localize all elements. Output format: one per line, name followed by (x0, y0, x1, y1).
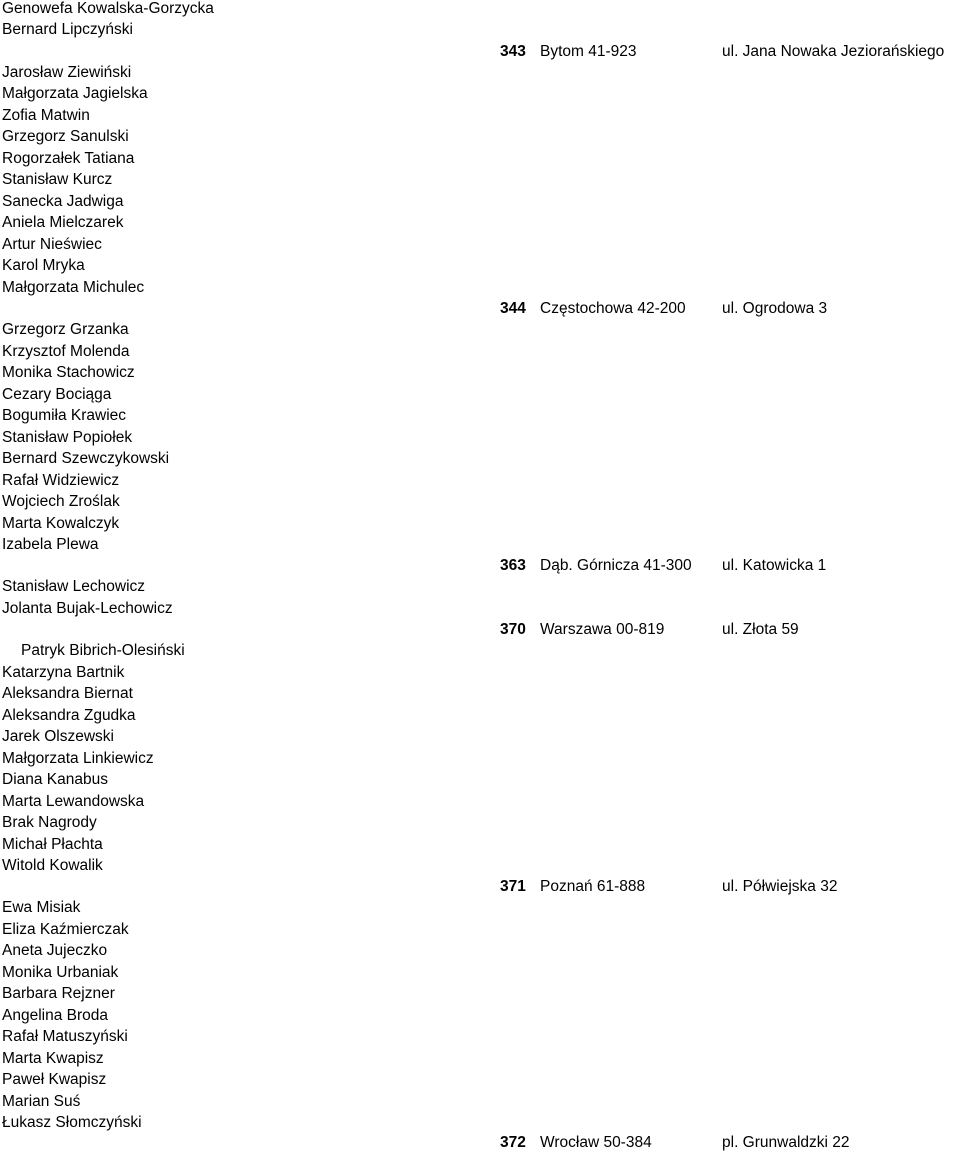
store-address: pl. Grunwaldzki 22 (722, 1134, 850, 1151)
name-item: Paweł Kwapisz (2, 1071, 107, 1088)
store-city: Dąb. Górnicza 41-300 (540, 557, 692, 574)
name-item: Katarzyna Bartnik (2, 664, 125, 681)
name-item: Marta Kowalczyk (2, 515, 120, 532)
name-item: Monika Stachowicz (2, 364, 135, 381)
name-item: Stanisław Lechowicz (2, 578, 146, 595)
store-entry (0, 43, 960, 63)
name-item: Artur Nieświec (2, 236, 102, 253)
name-item: Wojciech Zroślak (2, 493, 120, 510)
name-item: Marian Suś (2, 1093, 81, 1110)
name-item: Jarosław Ziewiński (2, 64, 132, 81)
store-city: Warszawa 00-819 (540, 621, 665, 638)
name-item: Bogumiła Krawiec (2, 407, 127, 424)
name-item: Izabela Plewa (2, 536, 99, 553)
name-item: Aleksandra Zgudka (2, 707, 136, 724)
name-item: Genowefa Kowalska-Gorzycka (2, 0, 214, 17)
name-item: Sanecka Jadwiga (2, 193, 124, 210)
store-number: 343 (500, 43, 526, 60)
name-item: Jolanta Bujak-Lechowicz (2, 600, 173, 617)
name-item: Krzysztof Molenda (2, 343, 130, 360)
store-number: 370 (500, 621, 526, 638)
store-address: ul. Ogrodowa 3 (722, 300, 828, 317)
store-number: 363 (500, 557, 526, 574)
store-city: Poznań 61-888 (540, 878, 646, 895)
store-address: ul. Półwiejska 32 (722, 878, 838, 895)
name-item: Marta Kwapisz (2, 1050, 104, 1067)
store-entry (0, 557, 960, 577)
store-address: ul. Katowicka 1 (722, 557, 827, 574)
name-item: Aleksandra Biernat (2, 685, 133, 702)
name-item: Michał Płachta (2, 836, 103, 853)
name-item: Zofia Matwin (2, 107, 90, 124)
name-item: Bernard Szewczykowski (2, 450, 170, 467)
name-item: Rogorzałek Tatiana (2, 150, 135, 167)
name-item: Monika Urbaniak (2, 964, 119, 981)
name-item: Brak Nagrody (2, 814, 97, 831)
name-item: Barbara Rejzner (2, 985, 115, 1002)
name-item: Małgorzata Linkiewicz (2, 750, 154, 767)
name-item: Aniela Mielczarek (2, 214, 124, 231)
name-item: Rafał Widziewicz (2, 472, 120, 489)
name-item: Patryk Bibrich-Olesiński (21, 642, 185, 659)
store-city: Wrocław 50-384 (540, 1134, 652, 1151)
store-city: Bytom 41-923 (540, 43, 637, 60)
name-item: Grzegorz Sanulski (2, 128, 129, 145)
name-item: Stanisław Popiołek (2, 429, 133, 446)
name-item: Bernard Lipczyński (2, 21, 133, 38)
name-item: Marta Lewandowska (2, 793, 145, 810)
store-address: ul. Jana Nowaka Jeziorańskiego (722, 43, 945, 60)
name-item: Małgorzata Michulec (2, 279, 145, 296)
name-item: Rafał Matuszyński (2, 1028, 128, 1045)
store-entry (0, 1134, 960, 1154)
name-item: Aneta Jujeczko (2, 942, 108, 959)
name-item: Małgorzata Jagielska (2, 85, 148, 102)
store-address: ul. Złota 59 (722, 621, 799, 638)
store-city: Częstochowa 42-200 (540, 300, 686, 317)
name-item: Grzegorz Grzanka (2, 321, 129, 338)
name-item: Witold Kowalik (2, 857, 103, 874)
store-number: 344 (500, 300, 526, 317)
name-item: Jarek Olszewski (2, 728, 114, 745)
name-item: Angelina Broda (2, 1007, 108, 1024)
store-number: 372 (500, 1134, 526, 1151)
store-entry (0, 878, 960, 898)
store-entry (0, 300, 960, 320)
name-item: Diana Kanabus (2, 771, 108, 788)
name-item: Cezary Bociąga (2, 386, 112, 403)
name-item: Karol Mryka (2, 257, 85, 274)
name-item: Stanisław Kurcz (2, 171, 113, 188)
name-item: Łukasz Słomczyński (2, 1114, 142, 1131)
name-item: Ewa Misiak (2, 899, 81, 916)
store-number: 371 (500, 878, 526, 895)
store-entry (0, 621, 960, 641)
name-item: Eliza Kaźmierczak (2, 921, 129, 938)
